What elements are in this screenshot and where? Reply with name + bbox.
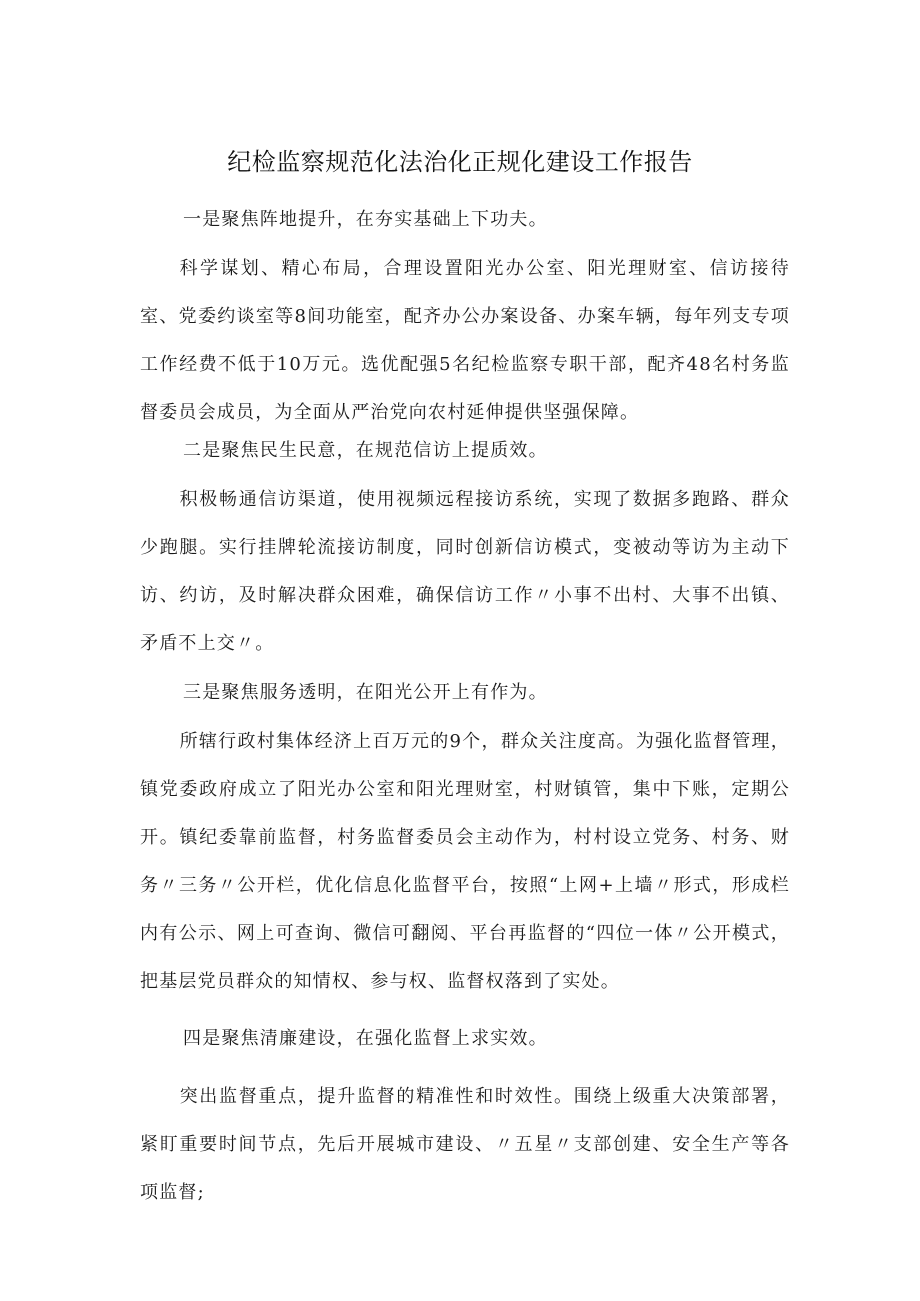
section-4-heading: 四是聚焦清廉建设，在强化监督上求实效。	[183, 1028, 548, 1049]
section-1-heading: 一是聚焦阵地提升，在夯实基础上下功夫。	[183, 209, 548, 230]
section-2-heading: 二是聚焦民生民意，在规范信访上提质效。	[183, 440, 548, 461]
section-2-body: 积极畅通信访渠道，使用视频远程接访系统，实现了数据多跑路、群众少跑腿。实行挂牌轮流接访制度，同时创新信访模式，变被动等访为主动下访、约访，及时解决群众困难，确保信访工作〃小事不出村、大事不出镇、矛盾不上交〃。	[140, 489, 790, 654]
section-3-heading: 三是聚焦服务透明，在阳光公开上有作为。	[183, 682, 548, 703]
section-3-body: 所辖行政村集体经济上百万元的9个，群众关注度高。为强化监督管理，镇党委政府成立了阳光办公室和阳光理财室，村财镇管，集中下账，定期公开。镇纪委靠前监督，村务监督委员会主动作为，村村设立党务、村务、财务〃三务〃公开栏，优化信息化监督平台，按照“上网+上墙〃形式，形成栏内有公示、网上可查询、微信可翻阅、平台再监督的“四位一体〃公开模式，把基层党员群众的知情权、参与权、监督权落到了实处。	[140, 731, 790, 992]
section-1-body: 科学谋划、精心布局，合理设置阳光办公室、阳光理财室、信访接待室、党委约谈室等8间功能室，配齐办公办案设备、办案车辆，每年列支专项工作经费不低于10万元。选优配强5名纪检监察专职干部，配齐48名村务监督委员会成员，为全面从严治党向农村延伸提供坚强保障。	[140, 258, 790, 423]
section-4-body: 突出监督重点，提升监督的精准性和时效性。围绕上级重大决策部署，紧盯重要时间节点，先后开展城市建设、〃五星〃支部创建、安全生产等各项监督;	[140, 1086, 790, 1203]
document-title: 纪检监察规范化法治化正规化建设工作报告	[227, 148, 693, 176]
